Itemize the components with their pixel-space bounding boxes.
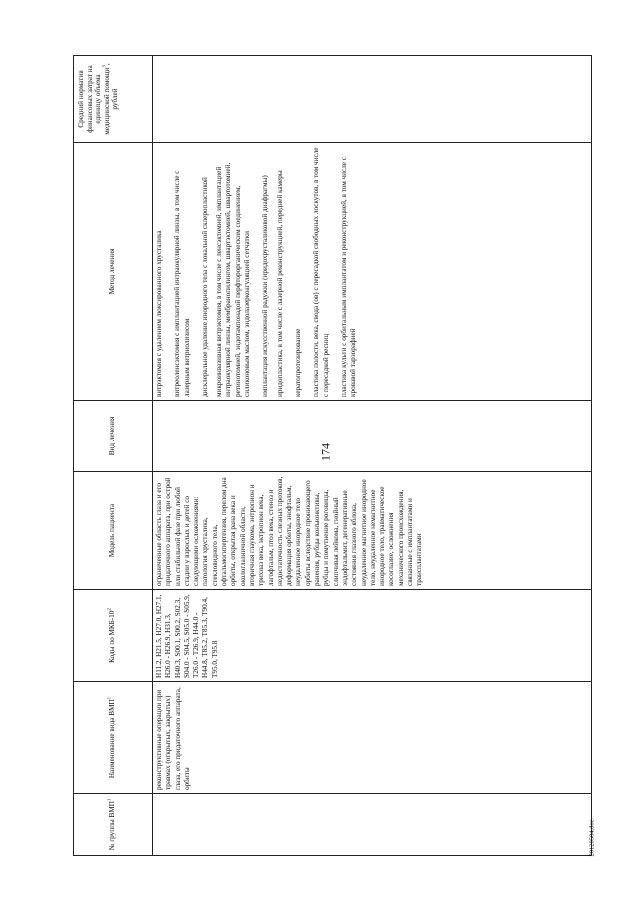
cell-patient-model: ограниченные область глаза и его придаточного аппарата, при острой или стабильной фазе при любой стадии у взрослых и детей со следующими осложнениями: патология хрусталика, стекловидного тела, офтальмогипертензия, перелом дна орбиты, открытая рана века и окологлазничной области, вторичная глаукома, энтропион и трихиаз века, эктропион века, лагофтальм, птоз века, стеноз и недостаточность слезных протоков, деформация орбиты, энофтальм, неудаленное инородное тело орбиты вследствие проникающего ранения, рубцы конъюнктивы, рубцы и помутнение роговицы, слипчивая лейкома, гнойный эндофтальмит, дегенеративные состояния глазного яблока, неудаленное магнитное инородное тело, неудаленное немагнитное инородное тело, травматическое косоглазие, осложнения механического происхождения, связанные с имплантатами и трансплантатами xyxy=(153,472,592,590)
header-group-number: № группы ВМП$^1$ xyxy=(74,794,153,856)
method-item: пластика полости, века, свода (ов) с пересадкой свободных лоскутов, в том числе с пересадкой ресниц xyxy=(312,147,330,397)
method-item: витрэктомия с удалением люксированного хрусталика xyxy=(155,230,163,397)
vmp-table xyxy=(73,55,592,856)
cell-treatment-type xyxy=(153,401,592,472)
header-financial-norm: Средний норматив финансовых затрат на единицу объема медицинской помощи$^3$, рублей xyxy=(74,56,153,143)
header-icd-codes: Коды по МКБ-$10^2$ xyxy=(74,590,153,682)
cell-group-number xyxy=(153,794,592,856)
method-item: витреоленсэктомия с имплантацией интраокулярной линзы, в том числе с лазерным витриолизисом xyxy=(173,170,191,397)
cell-icd-codes: H11.2, H21.5, H27.0, H27.1, H26.0 - H26.9, H31.3, H40.3, S00.1, S00.2, S02.3, S04.0 - S04.5, S05.0 - S05.9, T26.0 - T26.9, H44.0 - H44.8, T85.2, T85.3, T90.4, T95.0, T95.8 xyxy=(153,590,592,682)
table-header-row xyxy=(74,56,153,856)
method-item: дисклеральное удаление инородного тела с локальной склеропластикой xyxy=(200,177,209,397)
method-item: кератопротезирование xyxy=(293,328,302,397)
cell-treatment-methods xyxy=(153,143,592,401)
method-item: имплантация искусственной радужки (иридохрусталиковой диафрагмы) xyxy=(261,175,270,397)
header-treatment-type: Вид лечения xyxy=(74,401,153,472)
header-patient-model: Модель пациента xyxy=(74,472,153,590)
header-vmp-name: Наименование вида ВМП$^1$ xyxy=(74,682,153,794)
cell-vmp-name: реконструктивные операции при травмах (открытых, закрытых) глаза, его придаточного аппарата, орбиты xyxy=(153,682,592,794)
method-item: микроинвазивная витрэктомия, в том числе с ленсэктомией, имплантацией интраокулярной линзы, мембранопилингом, швартэктомией, швартотомией, ретинотомией, эндотампонадой перфторорганическим соединением, силиконовым маслом, эндолазеркоагуляцией сетчатки xyxy=(215,162,252,397)
header-treatment-method: Метод лечения xyxy=(74,143,153,401)
footer-filename: 20120504.doc xyxy=(588,819,596,857)
cell-financial-norm xyxy=(153,56,592,143)
method-item: иридопластика, в том числе с лазерной реконструкцией, передней камеры xyxy=(275,170,284,397)
method-item: пластика культи с орбитальным имплантатом и реконструкцией, в том числе с кровавой тарзорафией xyxy=(339,157,358,397)
table-row xyxy=(153,56,592,856)
rotated-table-container xyxy=(73,56,592,856)
page-number: 174 xyxy=(318,443,333,461)
